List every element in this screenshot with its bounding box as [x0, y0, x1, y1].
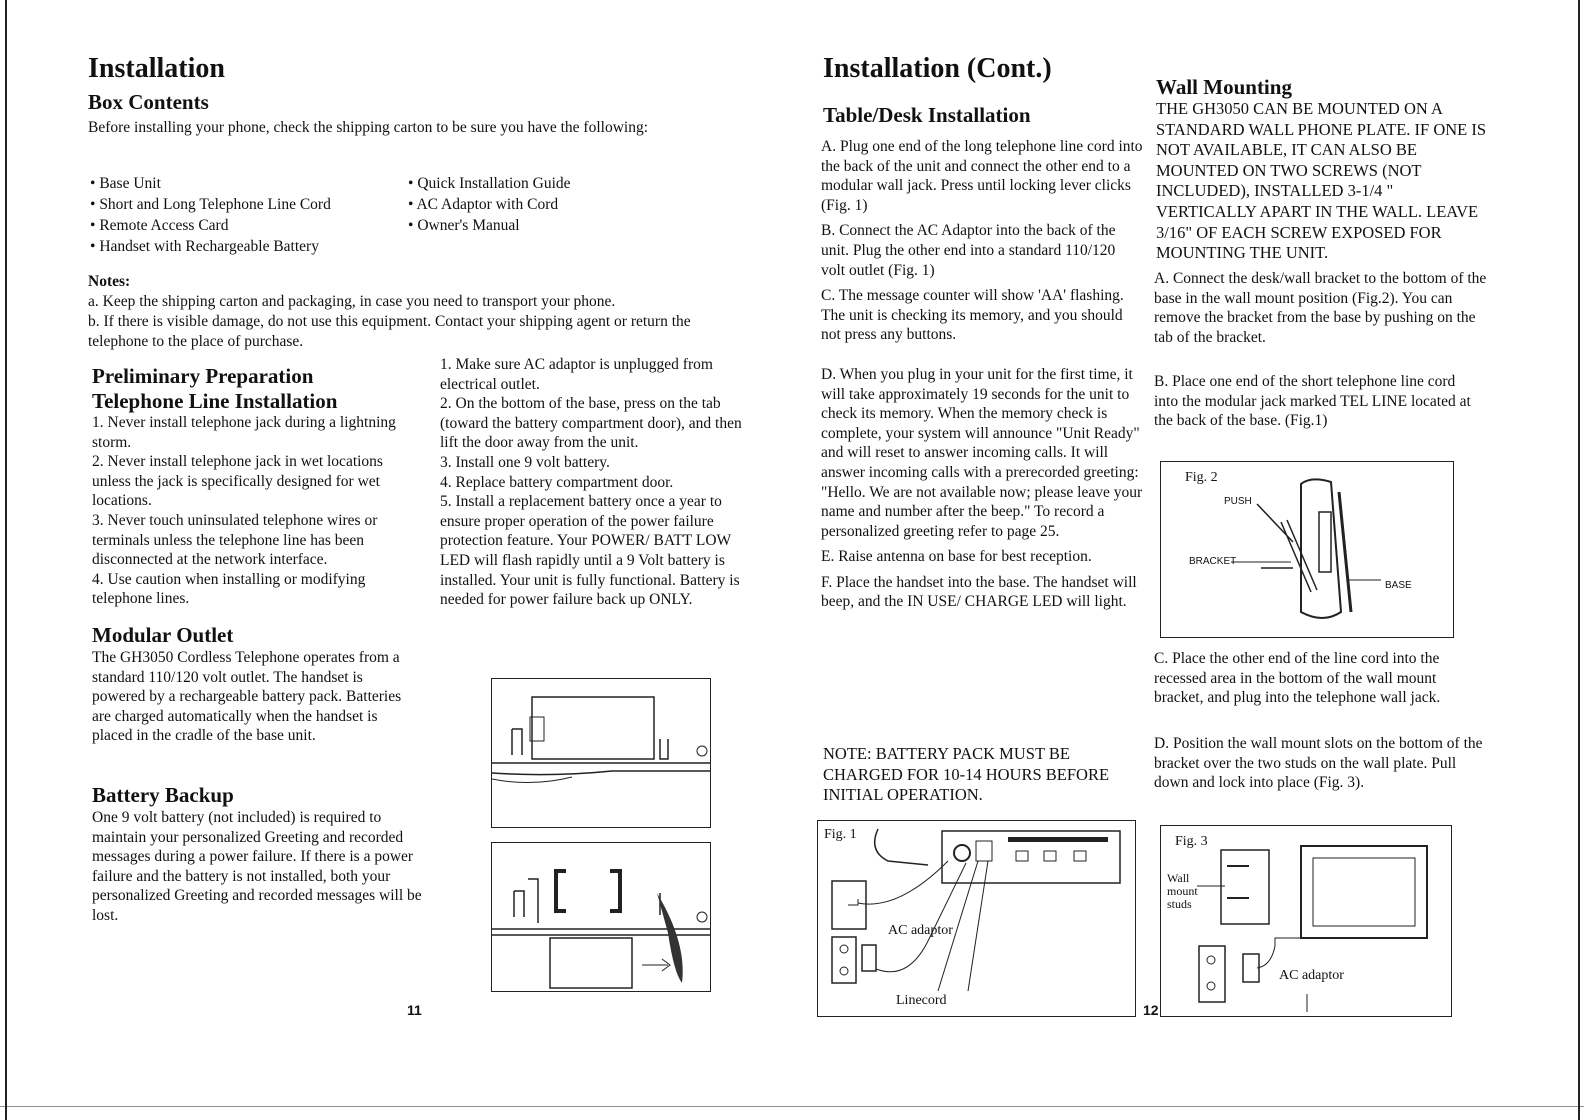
- figure-1: [817, 820, 1136, 1017]
- wall-step-c: C. Place the other end of the line cord into the recessed area in the bottom of the wall mount bracket, and plug into the telephone wall jack.: [1154, 650, 1441, 707]
- figure-3-studs-label: Wall mount studs: [1167, 871, 1198, 911]
- list-item: A. Plug one end of the long telephone line cord into the back of the unit and connect the other end to a modular wall jack. Press until locking lever clicks (Fig. 1): [821, 138, 1143, 214]
- modular-outlet-text: The GH3050 Cordless Telephone operates from a standard 110/120 volt outlet. The handset is powered by a rechargeable battery pack. Batteries are charged automatically when the handset is placed in the cradle of the base unit.: [92, 649, 402, 745]
- wall-step-a: A. Connect the desk/wall bracket to the bottom of the base in the wall mount position (Fig.2). You can remove the bracket from the base by pushing on the tab of the bracket.: [1154, 270, 1487, 346]
- battery-backup-heading: Battery Backup: [92, 783, 234, 807]
- page-title-right: Installation (Cont.): [823, 53, 1052, 84]
- battery-figure-top: [491, 678, 711, 828]
- page-title-left: Installation: [88, 53, 225, 84]
- prelim-heading: Preliminary Preparation: [92, 364, 314, 388]
- list-item: • Quick Installation Guide: [408, 173, 648, 194]
- modular-outlet-heading: Modular Outlet: [92, 623, 234, 647]
- box-contents-list-2: [408, 173, 648, 236]
- list-item: E. Raise antenna on base for best reception.: [821, 548, 1092, 566]
- figure-1-illustration: [818, 821, 1135, 1016]
- note-a: a. Keep the shipping carton and packaging, in case you need to transport your phone.: [88, 293, 616, 310]
- battery-backup-text: One 9 volt battery (not included) is required to maintain your personalized Greeting and recorded messages during a power failure. If there is a power failure and the battery is not installed, both your personalized Greeting and recorded messages will be lost.: [92, 809, 422, 924]
- list-item: B. Connect the AC Adaptor into the back of the unit. Plug the other end into a standard 110/120 volt outlet (Fig. 1): [821, 222, 1116, 279]
- right-edge-line: [1578, 0, 1580, 1120]
- box-contents-intro: Before installing your phone, check the shipping carton to be sure you have the following:: [88, 119, 649, 136]
- table-desk-heading: Table/Desk Installation: [823, 103, 1031, 127]
- battery-figure-bottom: [491, 842, 711, 992]
- battery-steps: [440, 355, 758, 610]
- figure-2: [1160, 461, 1454, 638]
- figure-1-label: Fig. 1: [824, 827, 857, 842]
- figure-3-illustration: [1161, 826, 1451, 1016]
- list-item: • Base Unit: [90, 173, 400, 194]
- page-number-right: 12: [1143, 1002, 1159, 1018]
- figure-2-push-label: PUSH: [1224, 496, 1252, 507]
- list-item: D. When you plug in your unit for the first time, it will take approximately 19 seconds for the unit to check its memory. When the memory check is complete, your system will announce "Unit Ready" and will reset to answer incoming calls. It will answer incoming calls with a prerecorded greeting: "Hello. We are not available now; please leave your name and number after the beep." To record a personalized greeting refer to page 25.: [821, 365, 1143, 540]
- bottom-edge-line: [0, 1106, 1584, 1107]
- page-number-left: 11: [407, 1002, 422, 1018]
- list-item: 3. Never touch uninsulated telephone wires or terminals unless the telephone line has been disconnected at the network interface.: [92, 511, 378, 569]
- box-contents-heading: Box Contents: [88, 90, 209, 114]
- list-item: 4. Use caution when installing or modifying telephone lines.: [92, 570, 366, 608]
- list-item: • Owner's Manual: [408, 215, 648, 236]
- figure-2-illustration: [1161, 462, 1453, 637]
- list-item: • Remote Access Card: [90, 215, 400, 236]
- list-item: 4. Replace battery compartment door.: [440, 473, 674, 491]
- wall-mounting-heading: Wall Mounting: [1156, 75, 1292, 99]
- box-contents-list-1: [90, 173, 400, 257]
- list-item: 3. Install one 9 volt battery.: [440, 453, 610, 471]
- prelim-steps: [92, 413, 412, 609]
- figure-3: [1160, 825, 1452, 1017]
- notes-label: Notes:: [88, 273, 131, 290]
- note-b: b. If there is visible damage, do not use this equipment. Contact your shipping agent or return the telephone to the place of purchase.: [88, 313, 691, 350]
- figure-1-ac-label: AC adaptor: [888, 923, 953, 938]
- battery-install-illustration: [492, 843, 710, 991]
- telephone-line-heading: Telephone Line Installation: [92, 389, 338, 413]
- list-item: • Handset with Rechargeable Battery: [90, 236, 400, 257]
- list-item: F. Place the handset into the base. The handset will beep, and the IN USE/ CHARGE LED will light.: [821, 573, 1137, 611]
- list-item: 1. Make sure AC adaptor is unplugged from electrical outlet.: [440, 356, 713, 393]
- figure-2-bracket-label: BRACKET: [1189, 556, 1237, 567]
- figure-2-label: Fig. 2: [1185, 470, 1218, 485]
- wall-mounting-intro: THE GH3050 CAN BE MOUNTED ON A STANDARD WALL PHONE PLATE. IF ONE IS NOT AVAILABLE, IT CAN ALSO BE MOUNTED ON TWO SCREWS (NOT INCLUDED), INSTALLED 3-1/4 " VERTICALLY APART IN THE WALL. LEAVE 3/16" OF EACH SCREW EXPOSED FOR MOUNTING THE UNIT.: [1156, 99, 1487, 263]
- battery-note: NOTE: BATTERY PACK MUST BE CHARGED FOR 10-14 HOURS BEFORE INITIAL OPERATION.: [823, 744, 1110, 805]
- list-item: • Short and Long Telephone Line Cord: [90, 194, 400, 215]
- list-item: 2. On the bottom of the base, press on the tab (toward the battery compartment door), and then lift the door away from the unit.: [440, 395, 742, 452]
- wall-step-b: B. Place one end of the short telephone line cord into the modular jack marked TEL LINE located at the back of the base. (Fig.1): [1154, 373, 1471, 430]
- figure-2-base-label: BASE: [1385, 580, 1412, 591]
- wall-step-d: D. Position the wall mount slots on the bottom of the bracket over the two studs on the wall plate. Pull down and lock into place (Fig. 3).: [1154, 735, 1483, 792]
- list-item: C. The message counter will show 'AA' flashing. The unit is checking its memory, and you should not press any buttons.: [821, 287, 1124, 344]
- battery-compartment-illustration: [492, 679, 710, 827]
- figure-1-line-label: Linecord: [896, 993, 947, 1008]
- list-item: • AC Adaptor with Cord: [408, 194, 648, 215]
- table-desk-steps: [821, 137, 1143, 612]
- list-item: 5. Install a replacement battery once a year to ensure proper operation of the power failure protection feature. Your POWER/ BATT LOW LED will flash rapidly until a 9 Volt battery is installed. Your unit is fully functional. Battery is needed for power failure back up ONLY.: [440, 493, 740, 609]
- figure-3-ac-label: AC adaptor: [1279, 968, 1344, 983]
- list-item: 1. Never install telephone jack during a lightning storm.: [92, 414, 396, 451]
- figure-3-label: Fig. 3: [1175, 834, 1208, 849]
- list-item: 2. Never install telephone jack in wet locations unless the jack is specifically designed for wet locations.: [92, 453, 383, 510]
- left-edge-line: [5, 0, 7, 1120]
